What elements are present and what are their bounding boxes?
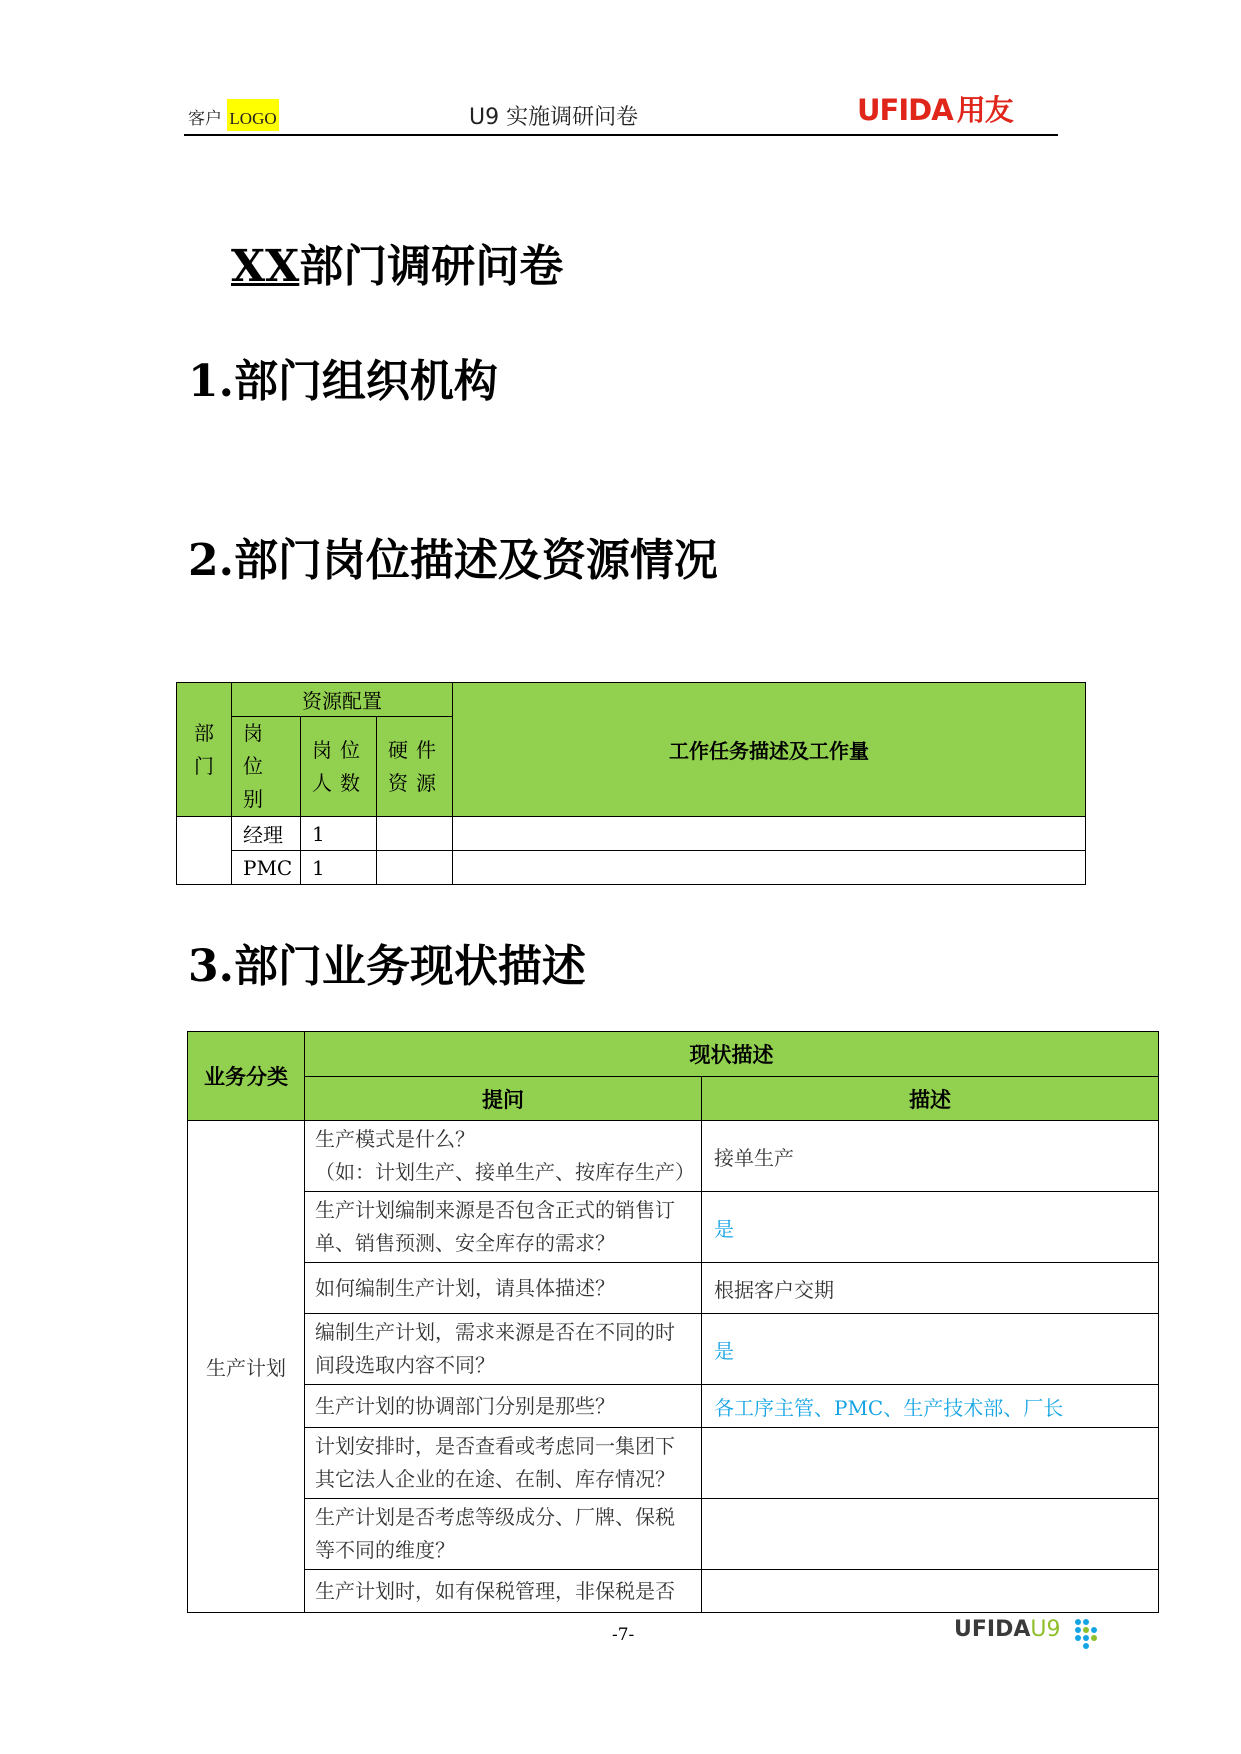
table-row xyxy=(177,817,1086,851)
count-cell: 1 xyxy=(301,817,377,851)
answer-cell: 是 xyxy=(702,1192,1159,1263)
answer-cell xyxy=(702,1570,1159,1613)
client-logo-placeholder xyxy=(188,104,279,129)
header-title: U9 实施调研问卷 xyxy=(469,105,639,130)
brand-cn: 用友 xyxy=(956,93,1013,127)
header-line: 硬件 xyxy=(388,737,444,762)
dept-header-line: 门 xyxy=(194,753,214,778)
question-cell: 生产计划编制来源是否包含正式的销售订单、销售预测、安全库存的需求？ xyxy=(305,1192,702,1263)
business-status-table xyxy=(187,1031,1159,1613)
answer-header: 描述 xyxy=(702,1077,1159,1121)
table-row xyxy=(188,1314,1159,1385)
table-row xyxy=(188,1263,1159,1314)
section-heading-3 xyxy=(188,930,586,994)
answer-cell xyxy=(702,1499,1159,1570)
ufida-brand-logo xyxy=(857,88,1013,129)
question-cell: 编制生产计划，需求来源是否在不同的时间段选取内容不同？ xyxy=(305,1314,702,1385)
answer-cell: 根据客户交期 xyxy=(702,1263,1159,1314)
resource-header: 资源配置 xyxy=(232,683,453,717)
answer-cell: 各工序主管、PMC、生产技术部、厂长 xyxy=(702,1385,1159,1428)
post-header xyxy=(232,717,301,817)
count-cell: 1 xyxy=(301,851,377,885)
answer-cell xyxy=(702,1428,1159,1499)
header-line: 岗位 xyxy=(243,721,271,778)
status-header: 现状描述 xyxy=(305,1032,1159,1077)
question-header: 提问 xyxy=(305,1077,702,1121)
answer-cell: 是 xyxy=(702,1314,1159,1385)
table-row xyxy=(188,1570,1159,1613)
title-placeholder-xx: XX xyxy=(231,241,300,292)
header-line: 人数 xyxy=(312,770,368,795)
header-line: 资源 xyxy=(388,770,444,795)
dept-header-line: 部 xyxy=(194,720,214,745)
client-label: 客户 xyxy=(188,109,222,129)
post-cell: PMC xyxy=(232,851,301,885)
post-cell: 经理 xyxy=(232,817,301,851)
work-cell xyxy=(453,817,1086,851)
logo-label: LOGO xyxy=(227,99,278,131)
section-heading-2 xyxy=(188,524,718,588)
section-title: 部门岗位描述及资源情况 xyxy=(233,535,718,586)
category-cell: 生产计划 xyxy=(188,1121,305,1613)
table-row xyxy=(188,1192,1159,1263)
section-title: 部门组织机构 xyxy=(233,356,498,407)
work-cell xyxy=(453,851,1086,885)
dept-cell xyxy=(177,817,232,885)
header-line: 岗位 xyxy=(312,737,368,762)
hardware-header xyxy=(377,717,453,817)
question-cell: 生产计划是否考虑等级成分、厂牌、保税等不同的维度？ xyxy=(305,1499,702,1570)
question-cell: 生产计划时，如有保税管理，非保税是否 xyxy=(305,1570,702,1613)
category-header: 业务分类 xyxy=(188,1032,305,1121)
question-cell: 如何编制生产计划，请具体描述？ xyxy=(305,1263,702,1314)
work-header: 工作任务描述及工作量 xyxy=(453,683,1086,817)
table-row xyxy=(177,851,1086,885)
section-number: 3. xyxy=(188,941,234,992)
footer-brand-en: UFIDA xyxy=(954,1617,1031,1642)
count-header xyxy=(301,717,377,817)
table-row xyxy=(188,1499,1159,1570)
table-row xyxy=(188,1121,1159,1192)
section-title: 部门业务现状描述 xyxy=(233,941,586,992)
question-cell: 计划安排时，是否查看或考虑同一集团下其它法人企业的在途、在制、库存情况？ xyxy=(305,1428,702,1499)
question-cell: 生产模式是什么？ （如：计划生产、接单生产、按库存生产） xyxy=(305,1121,702,1192)
u9-dots-icon xyxy=(1070,1617,1100,1651)
section-number: 2. xyxy=(188,535,234,586)
dept-header xyxy=(177,683,232,817)
title-rest: 部门调研问卷 xyxy=(299,241,564,292)
page-number: -7- xyxy=(612,1625,635,1645)
section-heading-1 xyxy=(188,345,498,409)
resource-table xyxy=(176,682,1086,885)
brand-en: UFIDA xyxy=(857,93,953,127)
ufida-u9-logo xyxy=(954,1617,1100,1651)
hardware-cell xyxy=(377,851,453,885)
header-line: 别 xyxy=(243,787,271,811)
answer-cell: 接单生产 xyxy=(702,1121,1159,1192)
section-number: 1. xyxy=(188,356,234,407)
header-divider xyxy=(184,134,1058,136)
table-row xyxy=(188,1428,1159,1499)
table-row xyxy=(188,1385,1159,1428)
document-title xyxy=(231,230,563,294)
question-cell: 生产计划的协调部门分别是那些？ xyxy=(305,1385,702,1428)
hardware-cell xyxy=(377,817,453,851)
footer-brand-u9: U9 xyxy=(1030,1617,1061,1642)
